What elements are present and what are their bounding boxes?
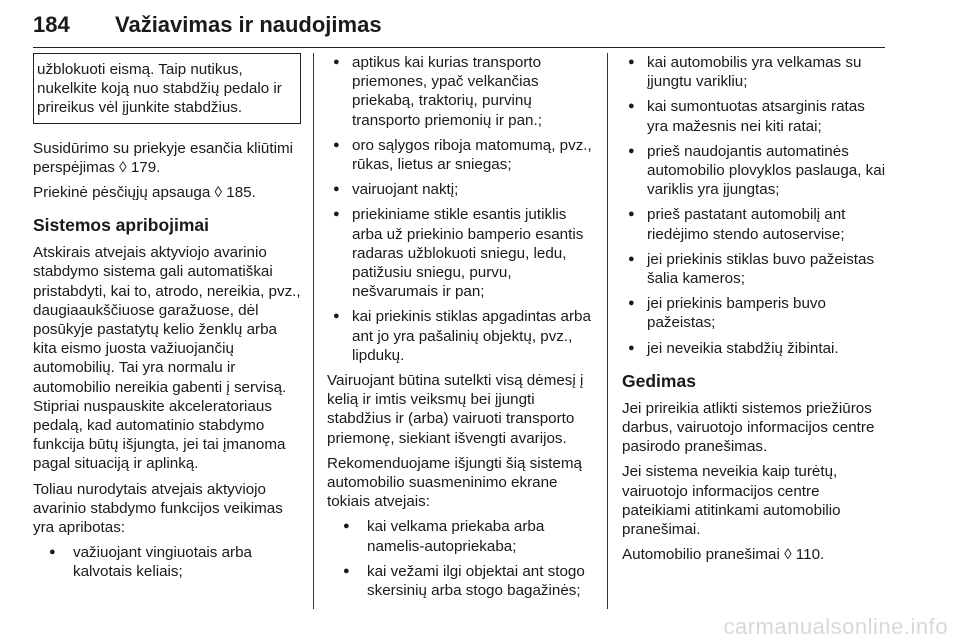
- list-item: ● kai velkama priekaba arba namelis-autopriekaba;: [327, 517, 592, 555]
- paragraph: Toliau nurodytais atvejais aktyviojo avarinio stabdymo funkcijos veikimas yra apribotas:: [33, 480, 283, 537]
- list-item: ● priekiniame stikle esantis jutiklis arba už priekinio bamperio esantis radaras užblokuoti sniegu, ledu, patižusiu sniegu, purvu, nešvarumais ir pan;: [327, 205, 592, 301]
- cross-ref-warning: Susidūrimo su priekyje esančia kliūtimi perspėjimas ◊ 179.: [33, 139, 293, 176]
- paragraph: Vairuojant būtina sutelkti visą dėmesį į kelią ir imtis veiksmų bei įjungti stabdžius ir (arba) vairuoti transporto priemonę, siekiant išvengti avarijos.: [327, 372, 584, 447]
- list-item: ● kai vežami ilgi objektai ant stogo skersinių arba stogo bagažinės;: [327, 562, 592, 600]
- section-heading-malfunction: Gedimas: [622, 370, 696, 391]
- cross-ref-messages: Automobilio pranešimai ◊ 110.: [622, 546, 825, 564]
- list-item: ● vairuojant naktį;: [327, 180, 592, 199]
- bullet-list: [327, 53, 592, 365]
- watermark: carmanualsonline.info: [723, 614, 948, 639]
- list-item: ● oro sąlygos riboja matomumą, pvz., rūkas, lietus ar sniegas;: [327, 136, 592, 174]
- column-divider: [313, 53, 314, 609]
- page-title: Važiavimas ir naudojimas: [115, 12, 382, 37]
- cross-ref-pedestrian: Priekinė pėsčiųjų apsauga ◊ 185.: [33, 184, 256, 202]
- page-header: [33, 6, 885, 46]
- bullet-list: [33, 543, 301, 581]
- notice-text: užblokuoti eismą. Taip nutikus, nukelkite koją nuo stabdžių pedalo ir prireikus vėl įjunkite stabdžius.: [37, 61, 282, 117]
- column-3: [622, 53, 886, 570]
- list-item: ● važiuojant vingiuotais arba kalvotais keliais;: [33, 543, 301, 581]
- notice-box: [33, 53, 301, 124]
- header-rule: [33, 47, 885, 48]
- column-2: [327, 53, 592, 606]
- list-item: ● jei priekinis bamperis buvo pažeistas;: [622, 294, 886, 332]
- list-item: ● prieš pastatant automobilį ant riedėjimo stendo autoservise;: [622, 205, 886, 243]
- list-item: ● prieš naudojantis automatinės automobilio plovyklos paslauga, kai variklis yra įjungtas;: [622, 142, 886, 200]
- bullet-list: [622, 53, 886, 358]
- section-heading-limitations: Sistemos apribojimai: [33, 215, 210, 236]
- paragraph: Rekomenduojame išjungti šią sistemą automobilio suasmeninimo ekrane tokiais atvejais:: [327, 454, 582, 511]
- list-item: ● kai priekinis stiklas apgadintas arba ant jo yra pašalinių objektų, pvz., lipdukų.: [327, 307, 592, 365]
- paragraph: Jei sistema neveikia kaip turėtų, vairuotojo informacijos centre pateikiami atitinkami automobilio pranešimai.: [622, 463, 841, 539]
- paragraph: Atskirais atvejais aktyviojo avarinio stabdymo sistema gali automatiškai pristabdyti, kai to, atrodo, nereikia, pvz., daugiaaukščiuose garažuose, dėl posūkyje pastatytų kelio ženklų arba kita eismo juosta važiuojančių automobilių. Tai yra normalu ir automobilio nereikia gabenti į servisą. Stipriai nuspauskite akceleratoriaus pedalą, kad automatinio stabdymo funkcija būtų išjungta, jei tai įmanoma pagal situaciją ir aplinką.: [33, 244, 301, 473]
- list-item: ● jei neveikia stabdžių žibintai.: [622, 339, 886, 358]
- page-number: 184: [33, 12, 70, 37]
- paragraph: Jei prireikia atlikti sistemos priežiūros darbus, vairuotojo informacijos centre pasirodo pranešimas.: [622, 399, 875, 456]
- column-1: [33, 53, 301, 588]
- bullet-list: [327, 517, 592, 600]
- list-item: ● jei priekinis stiklas buvo pažeistas šalia kameros;: [622, 250, 886, 288]
- list-item: ● aptikus kai kurias transporto priemones, ypač velkančias priekabą, traktorių, purvinų transporto priemonių ir pan.;: [327, 53, 592, 130]
- list-item: ● kai sumontuotas atsarginis ratas yra mažesnis nei kiti ratai;: [622, 97, 886, 135]
- list-item: ● kai automobilis yra velkamas su įjungtu varikliu;: [622, 53, 886, 91]
- column-divider: [607, 53, 608, 609]
